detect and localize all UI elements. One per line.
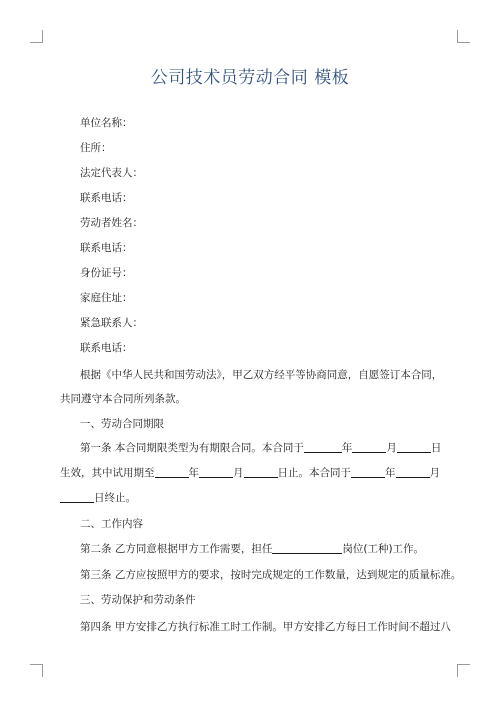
document-title: 公司技术员劳动合同 模板	[150, 68, 350, 88]
article-2-text: 第二条 乙方同意根据甲方工作需要，担任	[80, 543, 273, 555]
blank-end-year[interactable]	[351, 466, 385, 478]
intro-paragraph-line-2: 共同遵守本合同所列条款。	[60, 393, 186, 405]
article-4: 第四条 甲方安排乙方执行标准工时工作制。甲方安排乙方每日工作时间不超过八	[80, 621, 451, 633]
intro-paragraph-line-1: 根据《中华人民共和国劳动法》，甲乙双方经平等协商同意，自愿签订本合同，	[80, 369, 443, 381]
blank-probation-day[interactable]	[244, 466, 278, 478]
field-emergency-phone: 联系电话：	[80, 342, 133, 354]
article-1-line-3	[60, 491, 442, 505]
crop-mark-bottom-left	[30, 664, 43, 677]
article-2	[80, 542, 440, 556]
crop-mark-top-left	[30, 30, 43, 43]
field-company-phone: 联系电话：	[80, 192, 133, 204]
field-emergency-contact: 紧急联系人：	[80, 317, 143, 329]
month-label: 月	[429, 467, 440, 479]
blank-end-day[interactable]	[60, 491, 94, 503]
blank-start-day[interactable]	[397, 441, 431, 453]
crop-mark-top-right	[457, 30, 470, 43]
month-label: 月	[233, 467, 244, 479]
article-3: 第三条 乙方应按照甲方的要求，按时完成规定的工作数量，达到规定的质量标准。	[80, 569, 462, 581]
blank-start-month[interactable]	[352, 441, 386, 453]
field-home-address: 家庭住址：	[80, 292, 133, 304]
blank-probation-month[interactable]	[199, 466, 233, 478]
section-heading-contract-term: 一、劳动合同期限	[80, 418, 164, 430]
field-legal-representative: 法定代表人：	[80, 167, 143, 179]
field-address: 住所：	[80, 142, 112, 154]
article-1-line-1	[80, 441, 440, 455]
article-1-text: 生效，其中试用期至	[60, 467, 155, 479]
field-employee-name: 劳动者姓名：	[80, 217, 143, 229]
field-employee-phone: 联系电话：	[80, 242, 133, 254]
blank-start-year[interactable]	[304, 441, 342, 453]
month-label: 月	[386, 442, 397, 454]
blank-position[interactable]	[272, 542, 342, 554]
article-1-text: 第一条 本合同期限类型为有期限合同。本合同于	[80, 442, 304, 454]
year-label: 年	[341, 442, 353, 454]
crop-mark-bottom-right	[457, 664, 470, 677]
section-heading-labor-protection: 三、劳动保护和劳动条件	[80, 594, 196, 606]
article-1-line-2	[60, 466, 442, 480]
field-id-number: 身份证号：	[80, 267, 133, 279]
section-heading-work-content: 二、工作内容	[80, 518, 143, 530]
blank-end-month[interactable]	[396, 466, 430, 478]
blank-probation-year[interactable]	[155, 466, 189, 478]
year-label: 年	[385, 467, 396, 479]
article-1-text: 日终止。	[94, 492, 136, 504]
year-label: 年	[188, 467, 199, 479]
article-1-text: 日止。本合同于	[277, 467, 351, 479]
day-label: 日	[430, 442, 442, 454]
field-company-name: 单位名称：	[80, 117, 133, 129]
article-2-text: 岗位(工种)工作。	[342, 543, 425, 555]
